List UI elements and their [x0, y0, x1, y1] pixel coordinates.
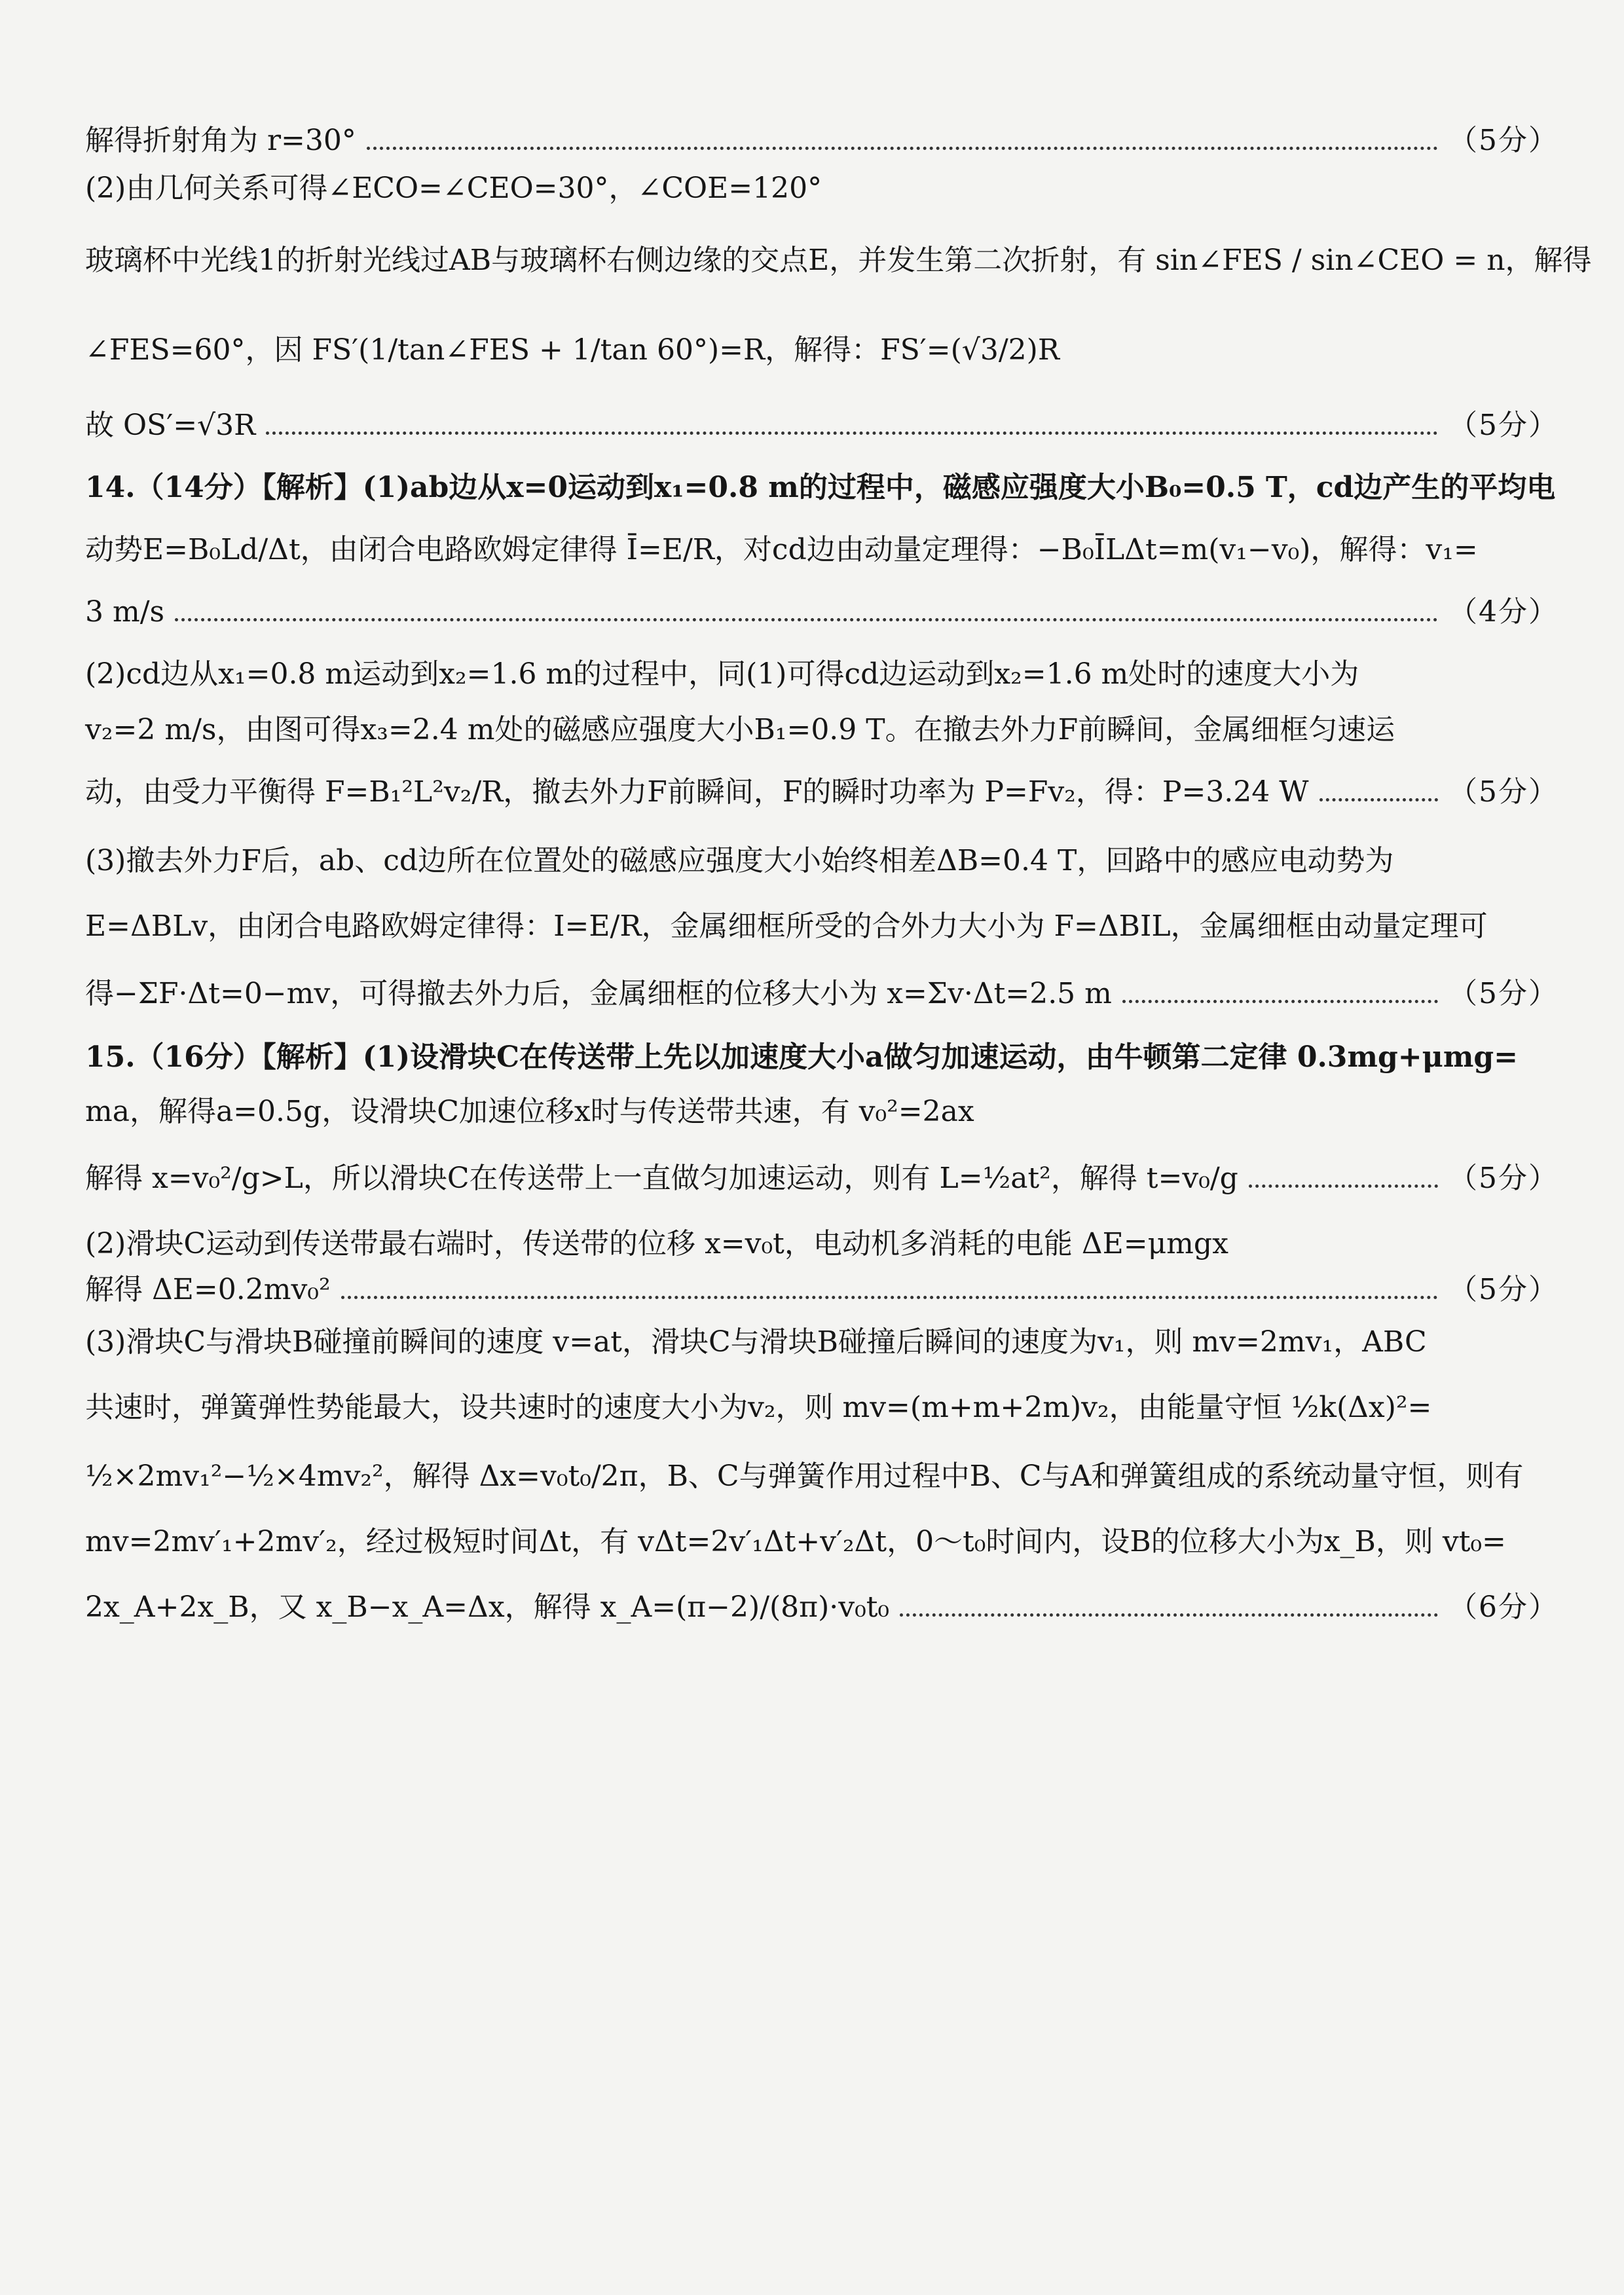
answer-line [85, 331, 1559, 370]
line-text: 得−ΣF·Δt=0−mv，可得撤去外力后，金属细框的位移大小为 x=Σv·Δt=2.5 m [85, 977, 1112, 1010]
line-text: (2)cd边从x₁=0.8 m运动到x₂=1.6 m的过程中，同(1)可得cd边运动到x₂=1.6 m处时的速度大小为 [85, 657, 1359, 691]
leader-dots [1249, 1181, 1438, 1188]
answer-line [85, 468, 1559, 507]
line-text: 玻璃杯中光线1的折射光线过AB与玻璃杯右侧边缘的交点E，并发生第二次折射，有 sin∠FES / sin∠CEO = n，解得 [85, 244, 1592, 277]
line-text: 解得折射角为 r=30° [85, 124, 356, 157]
line-score: （5分） [1449, 1162, 1559, 1195]
answer-line [85, 773, 1559, 812]
line-text: 15.（16分）【解析】(1)设滑块C在传送带上先以加速度大小a做匀加速运动，由牛顿第二定律 0.3mg+μmg= [85, 1040, 1519, 1074]
answer-line [85, 1224, 1559, 1264]
line-text: 3 m/s [85, 595, 165, 629]
line-text: 动，由受力平衡得 F=B₁²L²v₂/R，撤去外力F前瞬间，F的瞬时功率为 P=Fv₂，得：P=3.24 W [85, 775, 1309, 809]
line-score: （5分） [1449, 775, 1559, 809]
line-text: ma，解得a=0.5g，设滑块C加速位移x时与传送带共速，有 v₀²=2ax [85, 1095, 974, 1128]
answer-line [85, 1388, 1559, 1427]
line-text: 解得 x=v₀²/g>L，所以滑块C在传送带上一直做匀加速运动，则有 L=½at²，解得 t=v₀/g [85, 1162, 1238, 1195]
line-text: 故 OS′=√3R [85, 409, 256, 442]
answer-line [85, 710, 1559, 750]
line-score: （5分） [1449, 124, 1559, 157]
answer-line [85, 169, 1559, 208]
line-text: E=ΔBLv，由闭合电路欧姆定律得：I=E/R，金属细框所受的合外力大小为 F=ΔBIL，金属细框由动量定理可 [85, 909, 1488, 943]
answer-line [85, 1092, 1559, 1131]
answer-line [85, 1270, 1559, 1310]
leader-dots [367, 143, 1438, 150]
answer-line [85, 655, 1559, 694]
answer-line [85, 530, 1559, 570]
answer-line [85, 241, 1592, 280]
leader-dots [1320, 794, 1439, 801]
leader-dots [1122, 996, 1438, 1003]
line-text: (3)滑块C与滑块B碰撞前瞬间的速度 v=at，滑块C与滑块B碰撞后瞬间的速度为v₁，则 mv=2mv₁，ABC [85, 1325, 1427, 1359]
line-text: 动势E=B₀Ld/Δt，由闭合电路欧姆定律得 Ī=E/R，对cd边由动量定理得：−B₀ĪLΔt=m(v₁−v₀)，解得：v₁= [85, 533, 1478, 566]
answer-line [85, 1522, 1559, 1562]
line-text: (2)滑块C运动到传送带最右端时，传送带的位移 x=v₀t，电动机多消耗的电能 ΔE=μmgx [85, 1227, 1228, 1260]
line-score: （6分） [1449, 1590, 1559, 1624]
answer-line [85, 406, 1559, 445]
leader-dots [900, 1609, 1438, 1617]
line-score: （4分） [1449, 595, 1559, 629]
line-text: ½×2mv₁²−½×4mv₂²，解得 Δx=v₀t₀/2π，B、C与弹簧作用过程中B、C与A和弹簧组成的系统动量守恒，则有 [85, 1460, 1524, 1493]
answer-line [85, 1159, 1559, 1198]
answer-line [85, 841, 1559, 881]
line-text: ∠FES=60°，因 FS′(1/tan∠FES + 1/tan 60°)=R，解得：FS′=(√3/2)R [85, 333, 1060, 367]
line-text: 共速时，弹簧弹性势能最大，设共速时的速度大小为v₂，则 mv=(m+m+2m)v₂，由能量守恒 ½k(Δx)²= [85, 1391, 1432, 1424]
line-text: mv=2mv′₁+2mv′₂，经过极短时间Δt，有 vΔt=2v′₁Δt+v′₂Δt，0～t₀时间内，设B的位移大小为x_B，则 vt₀= [85, 1525, 1506, 1558]
line-score: （5分） [1449, 1273, 1559, 1306]
answer-line [85, 907, 1559, 946]
leader-dots [266, 428, 1438, 435]
answer-line [85, 974, 1559, 1014]
line-text: v₂=2 m/s，由图可得x₃=2.4 m处的磁感应强度大小B₁=0.9 T。在撤去外力F前瞬间，金属细框匀速运 [85, 713, 1395, 746]
answer-line [85, 1588, 1559, 1627]
leader-dots [175, 614, 1438, 621]
answer-line [85, 593, 1559, 632]
leader-dots [341, 1292, 1438, 1299]
line-text: 解得 ΔE=0.2mv₀² [85, 1273, 331, 1306]
line-score: （5分） [1449, 409, 1559, 442]
answer-line [85, 121, 1559, 160]
line-text: 14.（14分）【解析】(1)ab边从x=0运动到x₁=0.8 m的过程中，磁感应强度大小B₀=0.5 T，cd边产生的平均电 [85, 471, 1556, 504]
answer-line [85, 1323, 1559, 1362]
line-text: (3)撤去外力F后，ab、cd边所在位置处的磁感应强度大小始终相差ΔB=0.4 T，回路中的感应电动势为 [85, 844, 1394, 877]
line-text: (2)由几何关系可得∠ECO=∠CEO=30°，∠COE=120° [85, 172, 822, 205]
line-text: 2x_A+2x_B，又 x_B−x_A=Δx，解得 x_A=(π−2)/(8π)·v₀t₀ [85, 1590, 890, 1624]
answer-line [85, 1457, 1559, 1496]
answer-line [85, 1038, 1559, 1077]
line-score: （5分） [1449, 977, 1559, 1010]
